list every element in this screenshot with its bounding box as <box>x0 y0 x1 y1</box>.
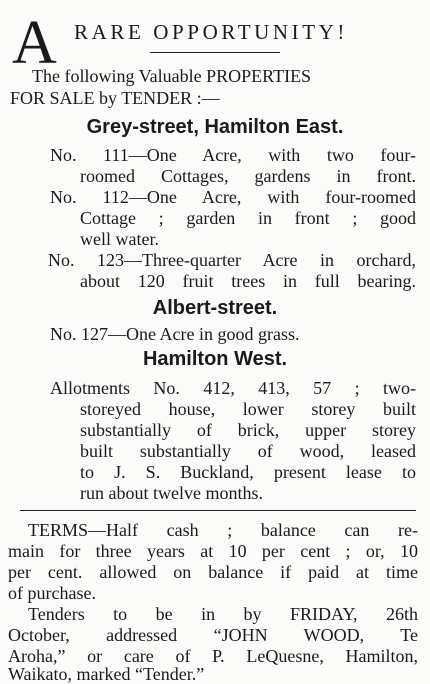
headline: RARE OPPORTUNITY! <box>74 20 349 44</box>
tenders-line: October, addressed “JOHN WOOD, Te <box>8 625 418 645</box>
listing-line: roomed Cottages, gardens in front. <box>80 166 416 186</box>
drop-cap: A <box>12 9 57 77</box>
listing-line: substantially of brick, upper storey <box>80 420 416 440</box>
tenders-line: Tenders to be in by FRIDAY, 26th <box>28 604 418 624</box>
listing-line: No. 123—Three-quarter Acre in orchard, <box>48 250 416 270</box>
terms-line: per cent. allowed on balance if paid at time <box>8 562 418 582</box>
headline-rule <box>150 52 280 53</box>
listing-line: about 120 fruit trees in full bearing. <box>80 271 416 291</box>
listing-line: Allotments No. 412, 413, 57 ; two- <box>50 378 416 398</box>
section-heading-albert-street: Albert-street. <box>152 297 278 319</box>
intro-line-1: The following Valuable PROPERTIES <box>32 66 312 86</box>
tenders-line: Waikato, marked “Tender.” <box>8 664 205 684</box>
section-rule <box>20 510 416 511</box>
listing-line: No. 112—One Acre, with four-roomed <box>50 187 416 207</box>
section-heading-grey-street: Grey-street, Hamilton East. <box>86 116 344 138</box>
terms-line: TERMS—Half cash ; balance can re- <box>28 520 418 540</box>
section-heading-hamilton-west: Hamilton West. <box>142 348 288 370</box>
intro-line-2: FOR SALE by TENDER :— <box>10 88 220 108</box>
listing-line: run about twelve months. <box>80 483 263 503</box>
listing-line: to J. S. Buckland, present lease to <box>80 462 416 482</box>
listing-line: No. 111—One Acre, with two four- <box>50 145 416 165</box>
listing-line: Cottage ; garden in front ; good <box>80 208 416 228</box>
terms-line: of purchase. <box>8 583 96 603</box>
tenders-line: Aroha,” or care of P. LeQuesne, Hamilton, <box>8 646 418 666</box>
listing-line: built substantially of wood, leased <box>80 441 416 461</box>
listing-line: No. 127—One Acre in good grass. <box>50 324 300 344</box>
terms-line: main for three years at 10 per cent ; or, 10 <box>8 541 418 561</box>
listing-line: storeyed house, lower storey built <box>80 399 416 419</box>
listing-line: well water. <box>80 229 159 249</box>
